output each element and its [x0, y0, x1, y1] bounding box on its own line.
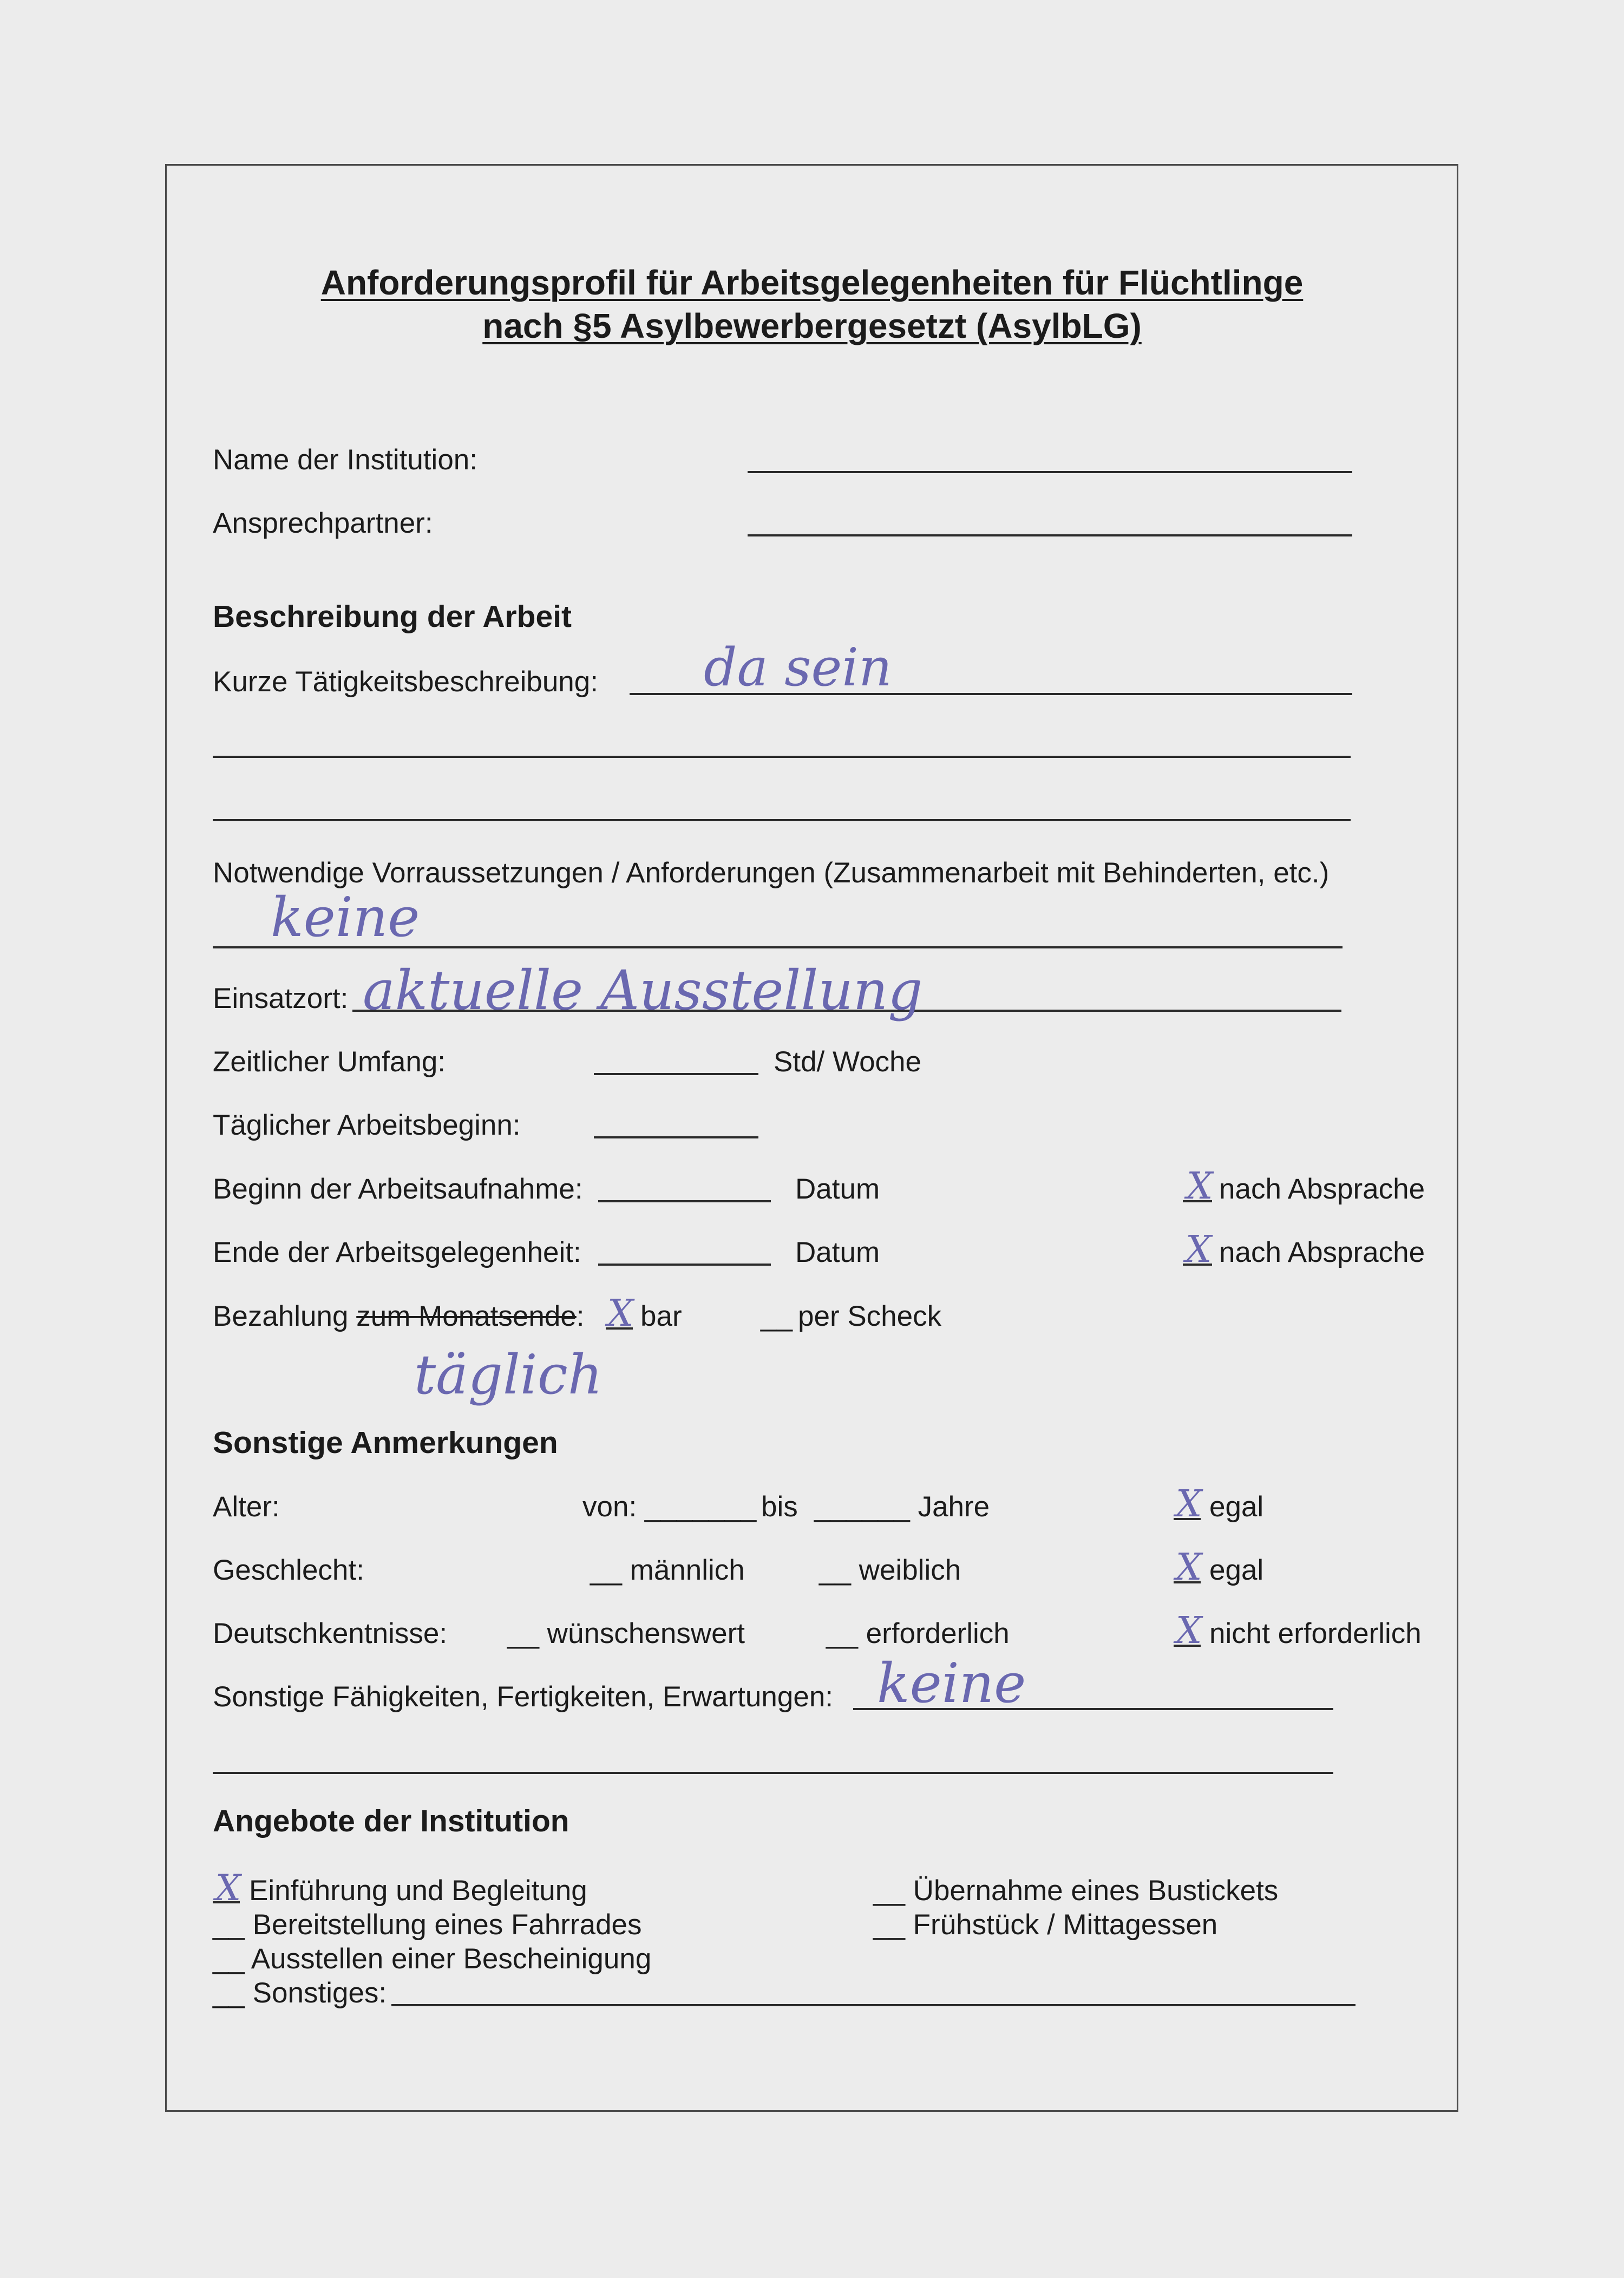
age-check-mark: X [1176, 1483, 1202, 1526]
offer-certificate[interactable]: __ Ausstellen einer Bescheinigung [213, 1943, 652, 1975]
location-handwritten: aktuelle Ausstellung [363, 959, 923, 1022]
daily-start-field[interactable] [594, 1136, 758, 1138]
time-label: Zeitlicher Umfang: [213, 1046, 446, 1078]
work-heading: Beschreibung der Arbeit [213, 599, 572, 634]
gender-label: Geschlecht: [213, 1554, 364, 1586]
contact-label: Ansprechpartner: [213, 507, 433, 539]
german-desirable[interactable]: __ wünschenswert [507, 1618, 745, 1649]
offer-ticket[interactable]: __ Übernahme eines Bustickets [873, 1875, 1279, 1907]
gender-check-mark: X [1176, 1546, 1202, 1589]
location-label: Einsatzort: [213, 983, 349, 1014]
skills-line-2[interactable] [213, 1772, 1333, 1774]
offer-intro-check: X [215, 1867, 241, 1909]
payment-cheque-label: per Scheck [798, 1300, 942, 1332]
gender-male[interactable]: __ männlich [590, 1554, 745, 1586]
short-desc-line-3[interactable] [213, 819, 1351, 821]
german-check-mark: X [1176, 1609, 1202, 1652]
payment-label-text: Bezahlung [213, 1300, 349, 1332]
german-required[interactable]: __ erforderlich [826, 1618, 1010, 1649]
offer-breakfast[interactable]: __ Frühstück / Mittagessen [873, 1909, 1218, 1941]
form-title-line2: nach §5 Asylbewerbergesetzt (AsylbLG) [482, 306, 1142, 345]
short-desc-line-2[interactable] [213, 756, 1351, 758]
payment-cheque-blank[interactable]: __ [761, 1300, 793, 1332]
other-heading: Sonstige Anmerkungen [213, 1425, 558, 1460]
start-check-mark: X [1187, 1165, 1213, 1208]
skills-label: Sonstige Fähigkeiten, Fertigkeiten, Erwartungen: [213, 1681, 834, 1713]
offer-intro-label: Einführung und Begleitung [249, 1875, 587, 1907]
start-date-field[interactable] [598, 1200, 771, 1202]
end-date-label: Datum [795, 1236, 880, 1268]
payment-colon: : [576, 1300, 585, 1332]
german-not-required-label: nicht erforderlich [1209, 1618, 1422, 1649]
form-title-line1: Anforderungsprofil für Arbeitsgelegenheiten für Flüchtlinge [320, 263, 1304, 302]
short-desc-handwritten: da sein [704, 637, 892, 698]
offer-misc-field[interactable] [391, 2004, 1355, 2006]
end-label: Ende der Arbeitsgelegenheit: [213, 1236, 581, 1268]
payment-cash-check: X [607, 1292, 634, 1335]
skills-handwritten: keine [877, 1652, 1026, 1715]
requirements-label: Notwendige Vorraussetzungen / Anforderungen (Zusammenarbeit mit Behinderten, etc.) [213, 857, 1330, 889]
payment-struck-text: zum Monatsende [356, 1300, 577, 1332]
gender-any-label: egal [1209, 1554, 1264, 1586]
age-from[interactable]: von: _______ [582, 1491, 757, 1523]
offer-misc[interactable]: __ Sonstiges: [213, 1977, 387, 2009]
payment-handwritten: täglich [414, 1343, 603, 1406]
german-label: Deutschkentnisse: [213, 1618, 448, 1649]
payment-cash-label: bar [640, 1300, 682, 1332]
end-alt-label: nach Absprache [1219, 1236, 1425, 1268]
age-unit[interactable]: ______ Jahre [814, 1491, 990, 1523]
start-alt-label: nach Absprache [1219, 1173, 1425, 1205]
payment-label [213, 1302, 585, 1331]
institution-field[interactable] [748, 471, 1352, 473]
offer-bike[interactable]: __ Bereitstellung eines Fahrrades [213, 1909, 642, 1941]
end-date-field[interactable] [598, 1264, 771, 1266]
short-desc-label: Kurze Tätigkeitsbeschreibung: [213, 666, 598, 698]
offers-heading: Angebote der Institution [213, 1804, 569, 1838]
end-check-mark: X [1186, 1228, 1212, 1271]
time-unit: Std/ Woche [774, 1046, 921, 1078]
age-any-label: egal [1209, 1491, 1264, 1523]
start-label: Beginn der Arbeitsaufnahme: [213, 1173, 583, 1205]
gender-female[interactable]: __ weiblich [819, 1554, 961, 1586]
age-label: Alter: [213, 1491, 280, 1523]
institution-label: Name der Institution: [213, 444, 478, 476]
requirements-handwritten: keine [271, 886, 420, 949]
daily-start-label: Täglicher Arbeitsbeginn: [213, 1109, 521, 1141]
age-to: bis [761, 1491, 798, 1523]
contact-field[interactable] [748, 534, 1352, 536]
start-date-label: Datum [795, 1173, 880, 1205]
time-field[interactable] [594, 1073, 758, 1075]
